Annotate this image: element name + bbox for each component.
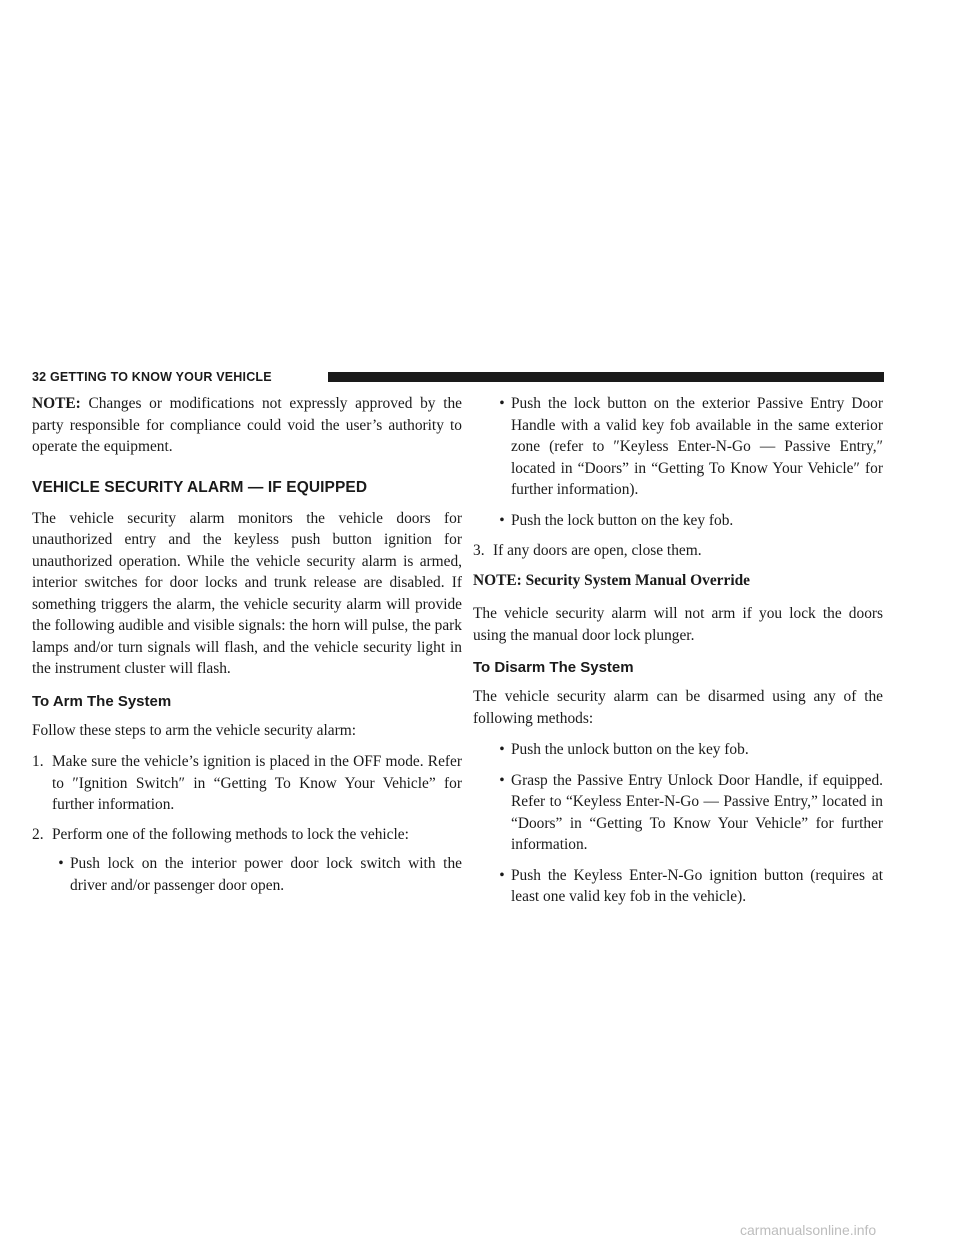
page-header <box>32 370 884 384</box>
watermark: carmanualsonline.info <box>740 1222 877 1238</box>
step-1 <box>32 751 462 816</box>
list-item <box>493 393 883 501</box>
page-number-title: 32 GETTING TO KNOW YOUR VEHICLE <box>32 370 272 384</box>
section-title: VEHICLE SECURITY ALARM — IF EQUIPPED <box>32 478 368 496</box>
step-number: 1. <box>32 753 44 770</box>
step-text: Perform one of the following methods to lock the vehicle: <box>52 825 409 843</box>
step-2 <box>32 824 462 846</box>
note-paragraph <box>32 393 462 458</box>
bullet-icon: • <box>499 511 505 529</box>
step-text: Make sure the vehicle’s ignition is placed in the OFF mode. Refer to ″Ignition Switch″ in “Getting To Know Your Vehicle” for further information. <box>52 753 462 813</box>
arm-title: To Arm The System <box>32 692 172 710</box>
bullet-icon: • <box>499 866 505 884</box>
list-item <box>32 853 462 896</box>
bullet-text: Push the unlock button on the key fob. <box>511 741 749 758</box>
left-column <box>32 393 462 905</box>
right-column <box>473 393 883 917</box>
section-paragraph: The vehicle security alarm monitors the vehicle doors for unauthorized entry and the keyless push button ignition for unauthorized operation. While the vehicle security alarm is armed, interior switches for door locks and trunk release are disabled. If something triggers the alarm, the vehicle security alarm will provide the following audible and visible signals: the horn will pulse, the park lamps and/or turn signals will flash, and the vehicle security light in the instrument cluster will flash. <box>32 509 463 677</box>
bullet-icon: • <box>499 395 505 412</box>
bullet-text: Grasp the Passive Entry Unlock Door Handle, if equipped. Refer to “Keyless Enter-N-Go — Passive Entry,” located in “Doors” in “Getting To Know Your Vehicle” for further information. <box>511 771 883 853</box>
override-paragraph: The vehicle security alarm will not arm if you lock the doors using the manual door lock plunger. <box>473 605 883 644</box>
bullet-icon: • <box>499 741 505 758</box>
note-label: NOTE: <box>32 395 81 412</box>
step-3 <box>473 540 883 562</box>
bullet-text: Push the lock button on the exterior Passive Entry Door Handle with a valid key fob available in the same exterior zone (refer to ″Keyless Enter-N-Go — Passive Entry,″ located in “Doors” in “Getting To Know Your Vehicle″ for further information). <box>511 395 883 498</box>
list-item <box>493 739 883 761</box>
bullet-text: Push the Keyless Enter-N-Go ignition button (requires at least one valid key fob in the vehicle). <box>511 866 883 905</box>
disarm-title: To Disarm The System <box>473 659 634 676</box>
list-item <box>493 510 883 532</box>
override-note: NOTE: Security System Manual Override <box>473 571 751 589</box>
bullet-icon: • <box>499 771 505 789</box>
note-text: Changes or modifications not expressly approved by the party responsible for compliance could void the user’s authority to operate the equipment. <box>32 395 462 455</box>
bullet-icon: • <box>58 855 64 872</box>
bullet-text: Push lock on the interior power door lock switch with the driver and/or passenger door open. <box>70 855 462 894</box>
bullet-text: Push the lock button on the key fob. <box>511 511 734 529</box>
step-text: If any doors are open, close them. <box>493 542 702 559</box>
step-number: 3. <box>473 542 485 559</box>
arm-intro: Follow these steps to arm the vehicle security alarm: <box>32 721 356 739</box>
step-number: 2. <box>32 825 44 843</box>
list-item <box>493 865 883 908</box>
list-item <box>493 770 883 856</box>
disarm-intro: The vehicle security alarm can be disarmed using any of the following methods: <box>473 688 883 727</box>
header-rule <box>328 372 884 382</box>
